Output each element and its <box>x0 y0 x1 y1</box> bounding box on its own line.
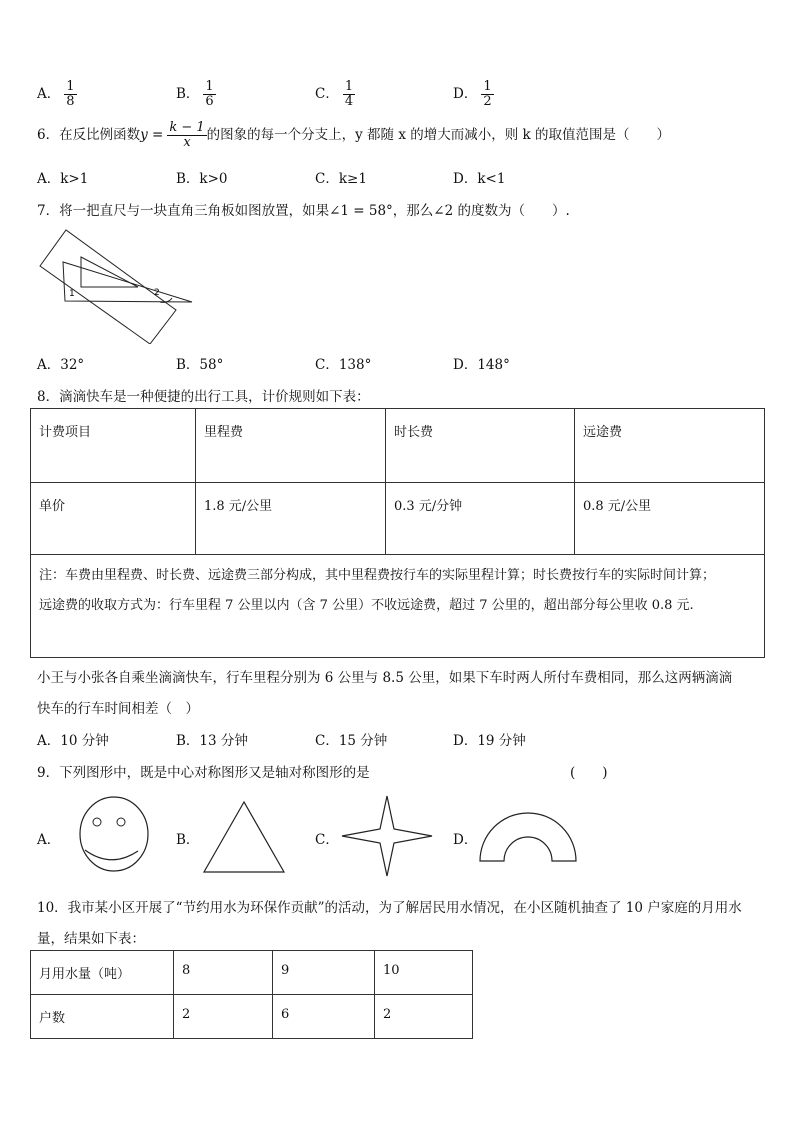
table-row <box>31 995 473 1039</box>
q8-option-b[interactable]: B．13 分钟 <box>176 733 248 749</box>
q9-option-b-letter[interactable]: B． <box>176 832 200 848</box>
angle-1-label: 1 <box>69 289 75 299</box>
four-point-star-figure <box>340 794 434 878</box>
q9-stem: 9．下列图形中，既是中心对称图形又是轴对称图形的是 <box>37 765 370 781</box>
q7-stem: 7．将一把直尺与一块直角三角板如图放置，如果∠1 = 58°，那么∠2 的度数为（ ）. <box>37 203 570 219</box>
denominator: 4 <box>344 94 354 109</box>
numerator: 1 <box>205 79 214 94</box>
table-cell: 10 <box>375 951 473 995</box>
q9-option-a-letter[interactable]: A． <box>37 832 61 848</box>
table-cell: 户数 <box>31 995 174 1039</box>
q9-answer-paren: ( ) <box>570 765 608 781</box>
triangle-figure <box>202 800 286 874</box>
table-cell: 0.8 元/公里 <box>575 483 765 555</box>
denominator: x <box>183 135 191 150</box>
numerator: 1 <box>66 79 75 94</box>
q6-fraction <box>167 121 206 150</box>
note-line-2: 远途费的收取方式为：行车里程 7 公里以内（含 7 公里）不收远途费，超过 7 公里的，超出部分每公里收 0.8 元. <box>39 598 694 613</box>
denominator: 2 <box>483 94 492 109</box>
note-line-1: 注：车费由里程费、时长费、远途费三部分构成，其中里程费按行车的实际里程计算；时长费按行车的实际时间计算； <box>39 568 716 583</box>
q5-option-a[interactable] <box>37 80 77 109</box>
table-cell: 2 <box>375 995 473 1039</box>
q8-question-line-2: 快车的行车时间相差（ ） <box>37 701 199 717</box>
numerator: 1 <box>483 79 492 94</box>
table-cell: 时长费 <box>386 409 575 483</box>
table-cell: 1.8 元/公里 <box>196 483 386 555</box>
table-row <box>31 483 765 555</box>
option-letter: A． <box>37 86 61 102</box>
table-row <box>31 951 473 995</box>
fraction <box>343 80 355 109</box>
q9-option-c-letter[interactable]: C． <box>315 832 339 848</box>
table-cell: 6 <box>273 995 375 1039</box>
q5-option-d[interactable] <box>453 80 494 109</box>
denominator: 8 <box>66 94 75 109</box>
q7-option-d[interactable]: D．148° <box>453 357 510 373</box>
q6-suffix: 的图象的每一个分支上，y 都随 x 的增大而减小，则 k 的取值范围是（ ） <box>206 127 671 143</box>
angle-2-label: 2 <box>154 288 160 298</box>
table-cell: 0.3 元/分钟 <box>386 483 575 555</box>
fraction <box>481 80 493 109</box>
denominator: 6 <box>205 94 214 109</box>
table-cell: 8 <box>174 951 273 995</box>
option-letter: B． <box>176 86 200 102</box>
q6-option-c[interactable]: C．k≥1 <box>315 171 367 187</box>
q6-prefix: 6．在反比例函数 <box>37 127 141 143</box>
q8-stem: 8．滴滴快车是一种便捷的出行工具，计价规则如下表： <box>37 389 370 405</box>
q6-y-equals: y = <box>140 127 164 143</box>
q7-option-b[interactable]: B．58° <box>176 357 224 373</box>
table-cell: 月用水量（吨） <box>31 951 174 995</box>
q8-option-a[interactable]: A．10 分钟 <box>37 733 109 749</box>
table-row-note <box>31 555 765 658</box>
numerator: 1 <box>344 79 354 94</box>
q7-option-c[interactable]: C．138° <box>315 357 372 373</box>
fraction <box>64 80 76 109</box>
q10-stem-line-2: 量，结果如下表： <box>37 931 145 947</box>
table-cell: 里程费 <box>196 409 386 483</box>
table-cell: 计费项目 <box>31 409 196 483</box>
q6-option-b[interactable]: B．k>0 <box>176 171 228 187</box>
q8-question-line-1: 小王与小张各自乘坐滴滴快车，行车里程分别为 6 公里与 8.5 公里，如果下车时两人所付车费相同，那么这两辆滴滴 <box>37 670 733 686</box>
table-row <box>31 409 765 483</box>
q8-option-c[interactable]: C．15 分钟 <box>315 733 388 749</box>
table-note-cell <box>31 555 765 658</box>
q7-ruler-triangle-figure <box>38 226 198 344</box>
q10-water-table <box>30 950 473 1039</box>
q9-option-d-letter[interactable]: D． <box>453 832 478 848</box>
q6-option-d[interactable]: D．k<1 <box>453 171 506 187</box>
q5-option-c[interactable] <box>315 80 355 109</box>
fraction <box>203 80 215 109</box>
table-cell: 远途费 <box>575 409 765 483</box>
smiley-face-figure <box>78 795 150 873</box>
q8-option-d[interactable]: D．19 分钟 <box>453 733 526 749</box>
semicircle-arch-figure <box>478 783 578 863</box>
table-cell: 单价 <box>31 483 196 555</box>
option-letter: C． <box>315 86 339 102</box>
q6-option-a[interactable]: A．k>1 <box>37 171 89 187</box>
numerator: k − 1 <box>169 120 205 135</box>
table-cell: 2 <box>174 995 273 1039</box>
q7-option-a[interactable]: A．32° <box>37 357 85 373</box>
q6-stem <box>37 121 670 150</box>
q10-stem-line-1: 10．我市某小区开展了“节约用水为环保作贡献”的活动，为了解居民用水情况，在小区随机抽查了 10 户家庭的月用水 <box>37 900 742 916</box>
q5-option-b[interactable] <box>176 80 216 109</box>
q8-pricing-table <box>30 408 765 658</box>
table-cell: 9 <box>273 951 375 995</box>
option-letter: D． <box>453 86 478 102</box>
